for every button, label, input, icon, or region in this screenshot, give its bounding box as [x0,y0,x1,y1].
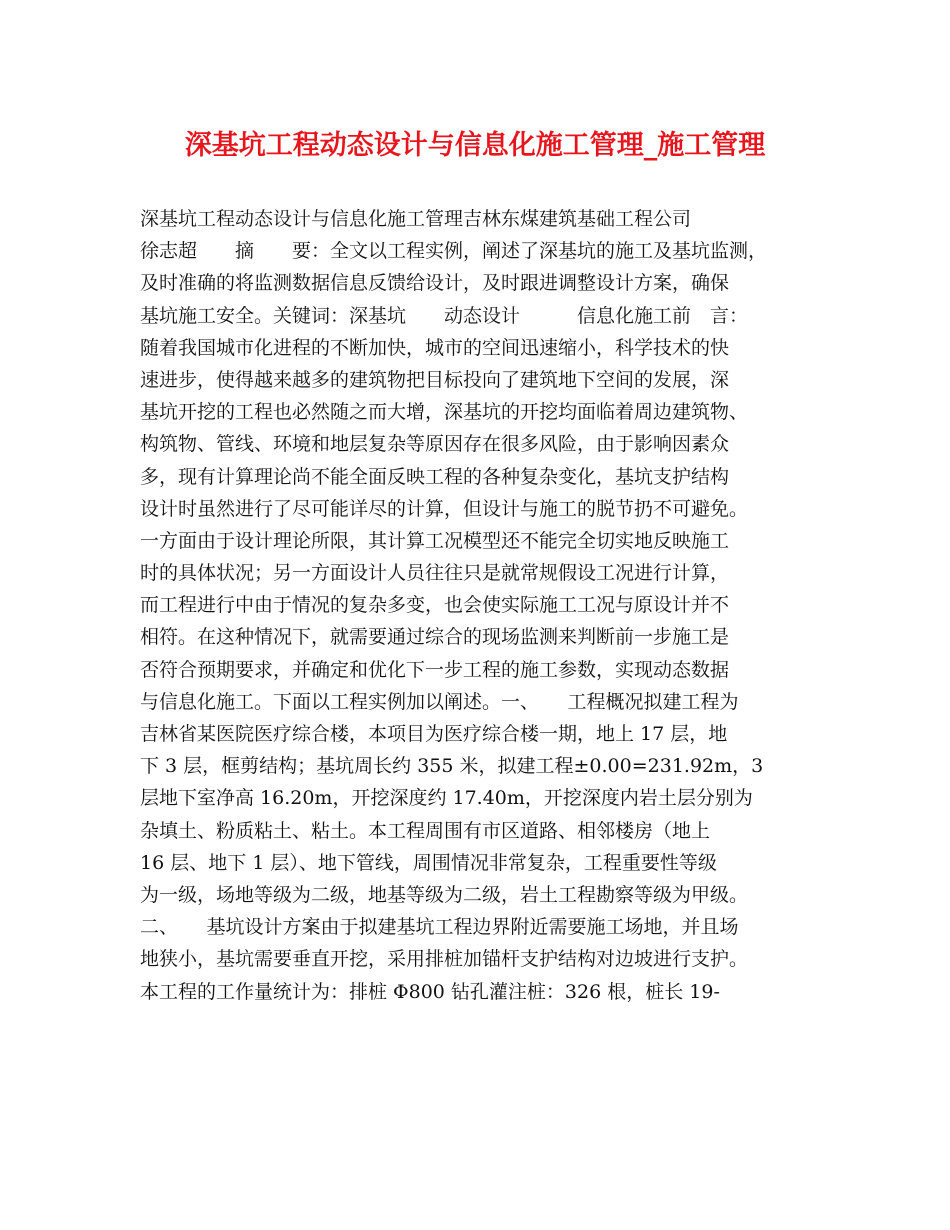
body-line: 深基坑工程动态设计与信息化施工管理吉林东煤建筑基础工程公司 [140,208,692,230]
body-line: 徐志超 摘 要：全文以工程实例，阐述了深基坑的施工及基坑监测， [140,240,768,263]
body-line: 基坑施工安全。关键词：深基坑 动态设计 信息化施工前 言： [140,304,749,327]
document-title: 深基坑工程动态设计与信息化施工管理_施工管理 [184,130,766,161]
body-line: 下 3 层，框剪结构；基坑周长约 355 米，拟建工程±0.00=231.92m，3 [140,755,764,778]
body-line: 而工程进行中由于情况的复杂多变，也会使实际施工工况与原设计并不 [140,594,730,617]
body-line: 速进步，使得越来越多的建筑物把目标投向了建筑地下空间的发展，深 [140,368,730,391]
body-line: 二、 基坑设计方案由于拟建基坑工程边界附近需要施工场地，并且场 [140,916,739,939]
body-line: 吉林省某医院医疗综合楼，本项目为医疗综合楼一期，地上 17 层，地 [140,723,728,745]
body-line: 基坑开挖的工程也必然随之而大增，深基坑的开挖均面临着周边建筑物、 [140,401,749,424]
body-line: 随着我国城市化进程的不断加快，城市的空间迅速缩小，科学技术的快 [140,336,730,359]
body-line: 与信息化施工。下面以工程实例加以阐述。一、 工程概况拟建工程为 [140,690,739,713]
body-line: 及时准确的将监测数据信息反馈给设计，及时跟进调整设计方案，确保 [140,272,730,295]
body-line: 本工程的工作量统计为：排桩 Φ800 钻孔灌注桩：326 根，桩长 19- [140,980,720,1003]
body-line: 多，现有计算理论尚不能全面反映工程的各种复杂变化，基坑支护结构 [140,465,730,488]
body-line: 构筑物、管线、环境和地层复杂等原因存在很多风险，由于影响因素众 [140,433,730,456]
body-line: 杂填土、粉质粘土、粘土。本工程周围有市区道路、相邻楼房（地上 [140,819,711,842]
body-line: 时的具体状况；另一方面设计人员往往只是就常规假设工况进行计算， [140,562,730,585]
body-line: 为一级，场地等级为二级，地基等级为二级，岩土工程勘察等级为甲级。 [140,883,749,906]
body-line: 设计时虽然进行了尽可能详尽的计算，但设计与施工的脱节扔不可避免。 [140,497,749,520]
body-line: 相符。在这种情况下，就需要通过综合的现场监测来判断前一步施工是 [140,626,730,649]
body-line: 地狭小，基坑需要垂直开挖，采用排桩加锚杆支护结构对边坡进行支护。 [140,948,749,971]
body-line: 16 层、地下 1 层）、地下管线，周围情况非常复杂，工程重要性等级 [140,851,717,874]
body-line: 否符合预期要求，并确定和优化下一步工程的施工参数，实现动态数据 [140,658,730,681]
document-body [140,203,820,1008]
body-line: 一方面由于设计理论所限，其计算工况模型还不能完全切实地反映施工 [140,529,730,552]
body-line: 层地下室净高 16.20m，开挖深度约 17.40m，开挖深度内岩土层分别为 [140,787,753,810]
